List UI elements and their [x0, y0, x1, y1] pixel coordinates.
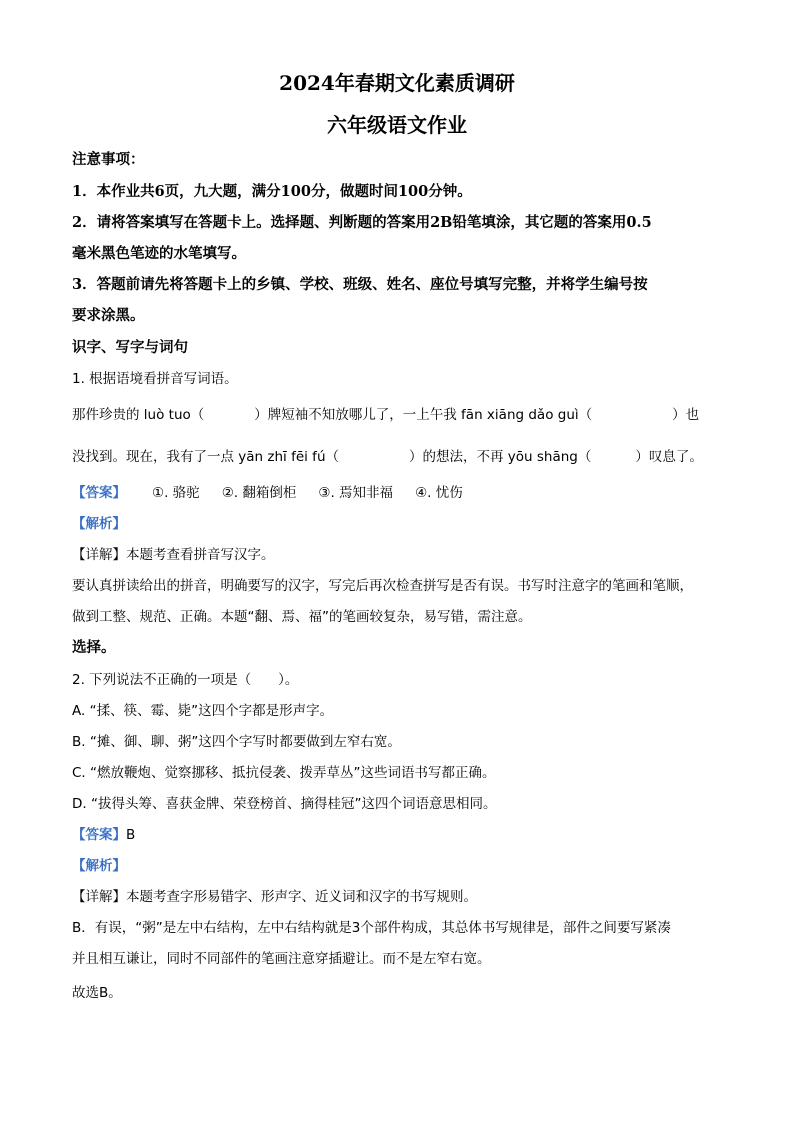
q1-prompt: 1. 根据语境看拼音写词语。 [72, 371, 238, 387]
q1-sentence-line-2 [72, 447, 732, 467]
notice-item-3: 3．答题前请先将答题卡上的乡镇、学校、班级、姓名、座位号填写完整，并将学生编号按 [72, 276, 648, 293]
q2-detail-line-2: B．有误，“粥”是左中右结构，左中右结构就是3个部件构成，其总体书写规律是，部件之间要写紧凑 [72, 920, 671, 936]
q1-detail-line-3: 做到工整、规范、正确。本题“翻、焉、福”的笔画较复杂，易写错，需注意。 [72, 609, 532, 625]
notice-item-2-cont: 毫米黑色笔迹的水笔填写。 [72, 245, 246, 262]
answer-tag: 【答案】 [72, 827, 126, 843]
answer-2: ②. 翻箱倒柜 [221, 485, 297, 501]
detail-tag: 【详解】 [72, 889, 126, 905]
q1-line1-part-b: ）牌短袖不知放哪儿了，一上午我 fān xiāng dǎo guì（ [254, 407, 593, 423]
detail-text: 本题考查字形易错字、形声字、近义词和汉字的书写规则。 [126, 889, 477, 905]
q2-option-d: D. “拔得头筹、喜获金牌、荣登榜首、摘得桂冠”这四个词语意思相同。 [72, 796, 497, 812]
q1-line2-part-b: ）的想法，不再 yōu shāng（ [409, 449, 592, 465]
analysis-tag: 【解析】 [72, 516, 126, 532]
answer-4: ④. 忧伤 [415, 485, 463, 501]
q2-option-a: A. “揉、筷、霉、毙”这四个字都是形声字。 [72, 703, 334, 719]
q2-prompt: 2. 下列说法不正确的一项是（ ）。 [72, 672, 299, 688]
q2-option-b: B. “摊、御、聊、粥”这四个字写时都要做到左窄右宽。 [72, 734, 401, 750]
q1-detail-line-1 [72, 545, 732, 565]
q1-detail-line-2: 要认真拼读给出的拼音，明确要写的汉字，写完后再次检查拼写是否有误。书写时注意字的笔画和笔顺， [72, 578, 693, 594]
q2-detail-line-4: 故选B。 [72, 985, 122, 1001]
q1-line1-part-a: 那件珍贵的 luò tuo（ [72, 407, 205, 423]
q1-analysis-tag [72, 514, 732, 534]
q2-detail-line-3: 并且相互谦让，同时不同部件的笔画注意穿插避让。而不是左窄右宽。 [72, 951, 491, 967]
q2-analysis-tag [72, 856, 732, 876]
section2-heading: 选择。 [72, 639, 116, 656]
answer-1: ①. 骆驼 [152, 485, 200, 501]
notice-item-2: 2．请将答案填写在答题卡上。选择题、判断题的答案用2B铅笔填涂，其它题的答案用0.5 [72, 214, 652, 231]
answer-value: B [126, 827, 136, 843]
q2-detail-line-1 [72, 887, 732, 907]
q1-line2-part-a: 没找到。现在，我有了一点 yān zhī fēi fú（ [72, 449, 339, 465]
analysis-tag: 【解析】 [72, 858, 126, 874]
detail-text: 本题考查看拼音写汉字。 [126, 547, 275, 563]
notice-item-1: 1．本作业共6页，九大题，满分100分，做题时间100分钟。 [72, 183, 472, 200]
detail-tag: 【详解】 [72, 547, 126, 563]
q1-answer-row [72, 483, 732, 503]
q1-line1-part-c: ）也 [672, 407, 700, 423]
document-title: 2024年春期文化素质调研 [279, 71, 515, 95]
answer-tag: 【答案】 [72, 485, 126, 501]
q2-answer-row [72, 825, 732, 845]
notice-heading: 注意事项： [72, 151, 145, 168]
q1-sentence-line-1 [72, 405, 732, 425]
answer-3: ③. 焉知非福 [318, 485, 394, 501]
section1-heading: 识字、写字与词句 [72, 339, 188, 356]
document-subtitle: 六年级语文作业 [327, 113, 467, 137]
q1-line2-part-c: ）叹息了。 [635, 449, 703, 465]
q2-option-c: C. “燃放鞭炮、觉察挪移、抵抗侵袭、拨弄草丛”这些词语书写都正确。 [72, 765, 496, 781]
notice-item-3-cont: 要求涂黑。 [72, 307, 145, 324]
